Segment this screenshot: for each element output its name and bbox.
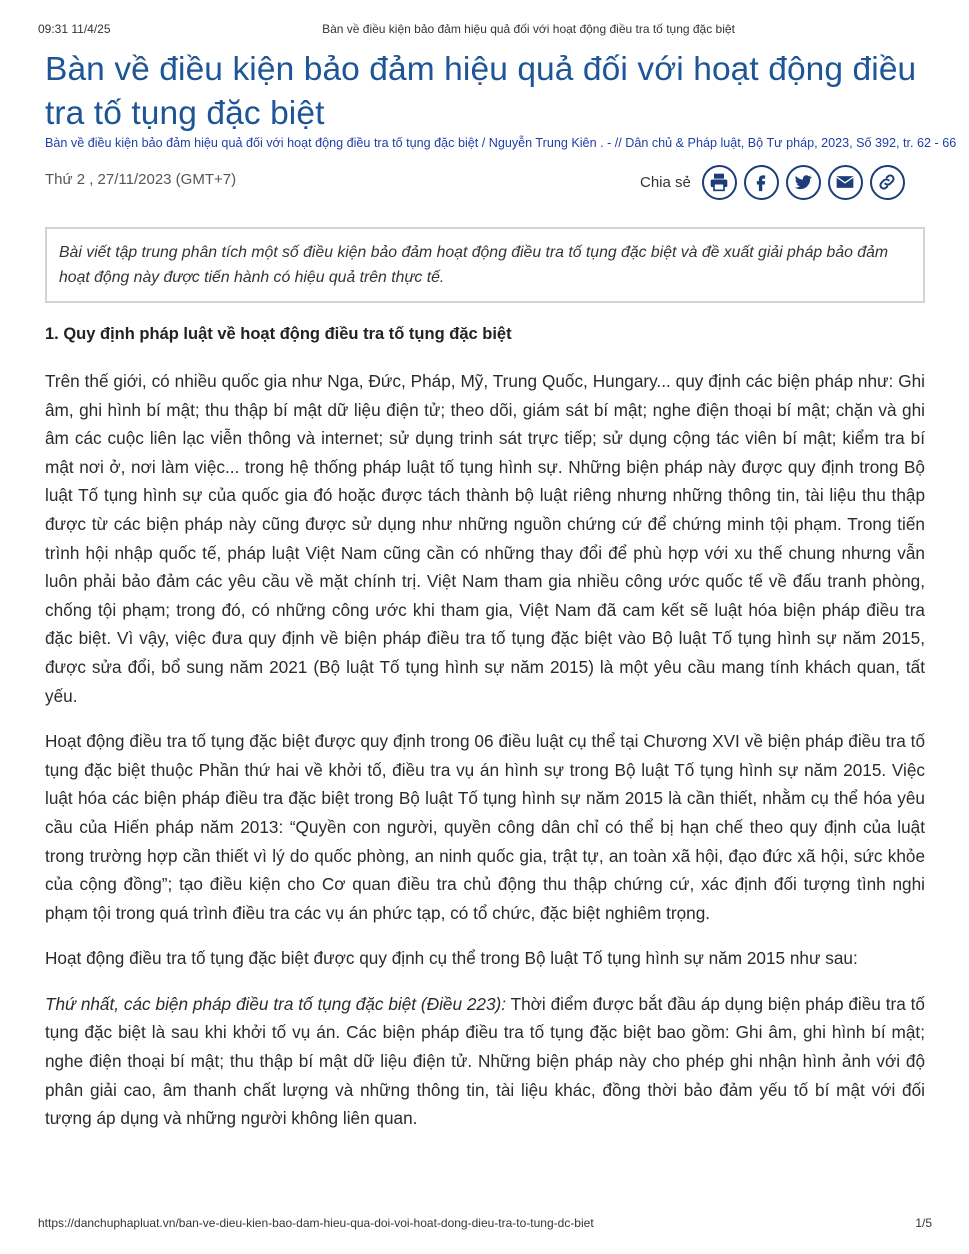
copy-link-button[interactable] xyxy=(870,165,905,200)
article-title: Bàn về điều kiện bảo đảm hiệu quả đối với hoạt động điều tra tố tụng đặc biệt xyxy=(45,51,917,132)
twitter-share-button[interactable] xyxy=(786,165,821,200)
paragraph: Trên thế giới, có nhiều quốc gia như Nga, Đức, Pháp, Mỹ, Trung Quốc, Hungary... quy định các biện pháp như: Ghi âm, ghi hình bí mật; thu thập bí mật dữ liệu điện tử; theo dõi, giám sát bí mật; nghe điện thoại bí mật; chặn và ghi âm các cuộc liên lạc viễn thông và internet; sử dụng trinh sát trực tiếp; sử dụng cộng tác viên bí mật; kiểm tra bí mật nơi ở, nơi làm việc... trong hệ thống pháp luật tố tụng hình sự. Những biện pháp này được quy định trong Bộ luật Tố tụng hình sự của quốc gia đó hoặc được tách thành bộ luật riêng nhưng những thông tin, tài liệu thu thập được từ các biện pháp này cũng được sử dụng như những nguồn chứng cứ để chứng minh tội phạm. Trong tiến trình hội nhập quốc tế, pháp luật Việt Nam cũng cần có những thay đổi để phù hợp với xu thế chung nhưng vẫn luôn phải bảo đảm các yêu cầu về mặt chính trị. Việt Nam tham gia nhiều công ước quốc tế về đấu tranh phòng, chống tội phạm; trong đó, có những công ước khi tham gia, Việt Nam đã cam kết sẽ luật hóa biện pháp điều tra đặc biệt. Vì vậy, việc đưa quy định về biện pháp điều tra tố tụng đặc biệt vào Bộ luật Tố tụng hình sự năm 2015, được sửa đổi, bổ sung năm 2021 (Bộ luật Tố tụng hình sự năm 2015) là một yêu cầu mang tính khách quan, tất yếu. xyxy=(45,371,925,706)
share-bar xyxy=(640,164,912,200)
article-citation: Bàn về điều kiện bảo đảm hiệu quả đối với hoạt động điều tra tố tụng đặc biệt / Nguyễn Trung Kiên . - // Dân chủ & Pháp luật, Bộ Tư pháp, 2023, Số 392, tr. 62 - 66 xyxy=(45,136,957,150)
print-datetime: 09:31 11/4/25 xyxy=(38,22,111,36)
page-number: 1/5 xyxy=(915,1216,932,1230)
share-label: Chia sẻ xyxy=(640,173,691,191)
email-share-button[interactable] xyxy=(828,165,863,200)
link-icon xyxy=(877,172,897,192)
paragraph: Hoạt động điều tra tố tụng đặc biệt được quy định cụ thể trong Bộ luật Tố tụng hình sự năm 2015 như sau: xyxy=(45,948,858,969)
paragraph-lead: Thứ nhất, các biện pháp điều tra tố tụng đặc biệt (Điều 223): xyxy=(45,993,507,1014)
article-abstract: Bài viết tập trung phân tích một số điều kiện bảo đảm hoạt động điều tra tố tụng đặc biệt và đề xuất giải pháp bảo đảm hoạt động này được tiến hành có hiệu quả trên thực tế. xyxy=(45,227,925,303)
print-page-title: Bàn về điều kiện bảo đảm hiệu quả đối với hoạt động điều tra tố tụng đặc biệt xyxy=(322,22,735,36)
article-body xyxy=(45,321,925,1150)
print-icon xyxy=(709,172,729,192)
print-button[interactable] xyxy=(702,165,737,200)
facebook-share-button[interactable] xyxy=(744,165,779,200)
section-heading: 1. Quy định pháp luật về hoạt động điều tra tố tụng đặc biệt xyxy=(45,325,512,343)
twitter-icon xyxy=(793,172,813,192)
paragraph-body: Thời điểm được bắt đầu áp dụng biện pháp điều tra tố tụng đặc biệt là sau khi khởi tố vụ án. Các biện pháp điều tra tố tụng đặc biệt bao gồm: Ghi âm, ghi hình bí mật; nghe điện thoại bí mật; thu thập bí mật dữ liệu điện tử. Những biện pháp này cho phép ghi nhận hình ảnh với độ phân giải cao, âm thanh chất lượng và những thông tin, tài liệu khác, đồng thời bảo đảm yếu tố bí mật với đối tượng áp dụng và những người không liên quan. xyxy=(45,993,925,1129)
paragraph xyxy=(45,990,925,1133)
email-icon xyxy=(835,172,855,192)
paragraph: Hoạt động điều tra tố tụng đặc biệt được quy định trong 06 điều luật cụ thể tại Chương XVI về biện pháp điều tra tố tụng đặc biệt thuộc Phần thứ hai về khởi tố, điều tra vụ án hình sự trong Bộ luật Tố tụng hình sự năm 2015. Việc luật hóa các biện pháp điều tra đặc biệt trong Bộ luật Tố tụng hình sự năm 2015 là cần thiết, nhằm cụ thể hóa yêu cầu của Hiến pháp năm 2013: “Quyền con người, quyền công dân chỉ có thể bị hạn chế theo quy định của luật trong trường hợp cần thiết vì lý do quốc phòng, an ninh quốc gia, trật tự, an toàn xã hội, đạo đức xã hội, sức khỏe của cộng đồng”; tạo điều kiện cho Cơ quan điều tra chủ động thu thập chứng cứ, xác định đối tượng tình nghi phạm tội trong quá trình điều tra các vụ án phức tạp, có tổ chức, đặc biệt nghiêm trọng. xyxy=(45,731,925,923)
print-header xyxy=(38,22,939,38)
facebook-icon xyxy=(751,172,771,192)
article-date: Thứ 2 , 27/11/2023 (GMT+7) xyxy=(45,171,237,188)
page-url: https://danchuphapluat.vn/ban-ve-dieu-kien-bao-dam-hieu-qua-doi-voi-hoat-dong-dieu-tra-to-tung-dc-biet xyxy=(38,1216,594,1230)
